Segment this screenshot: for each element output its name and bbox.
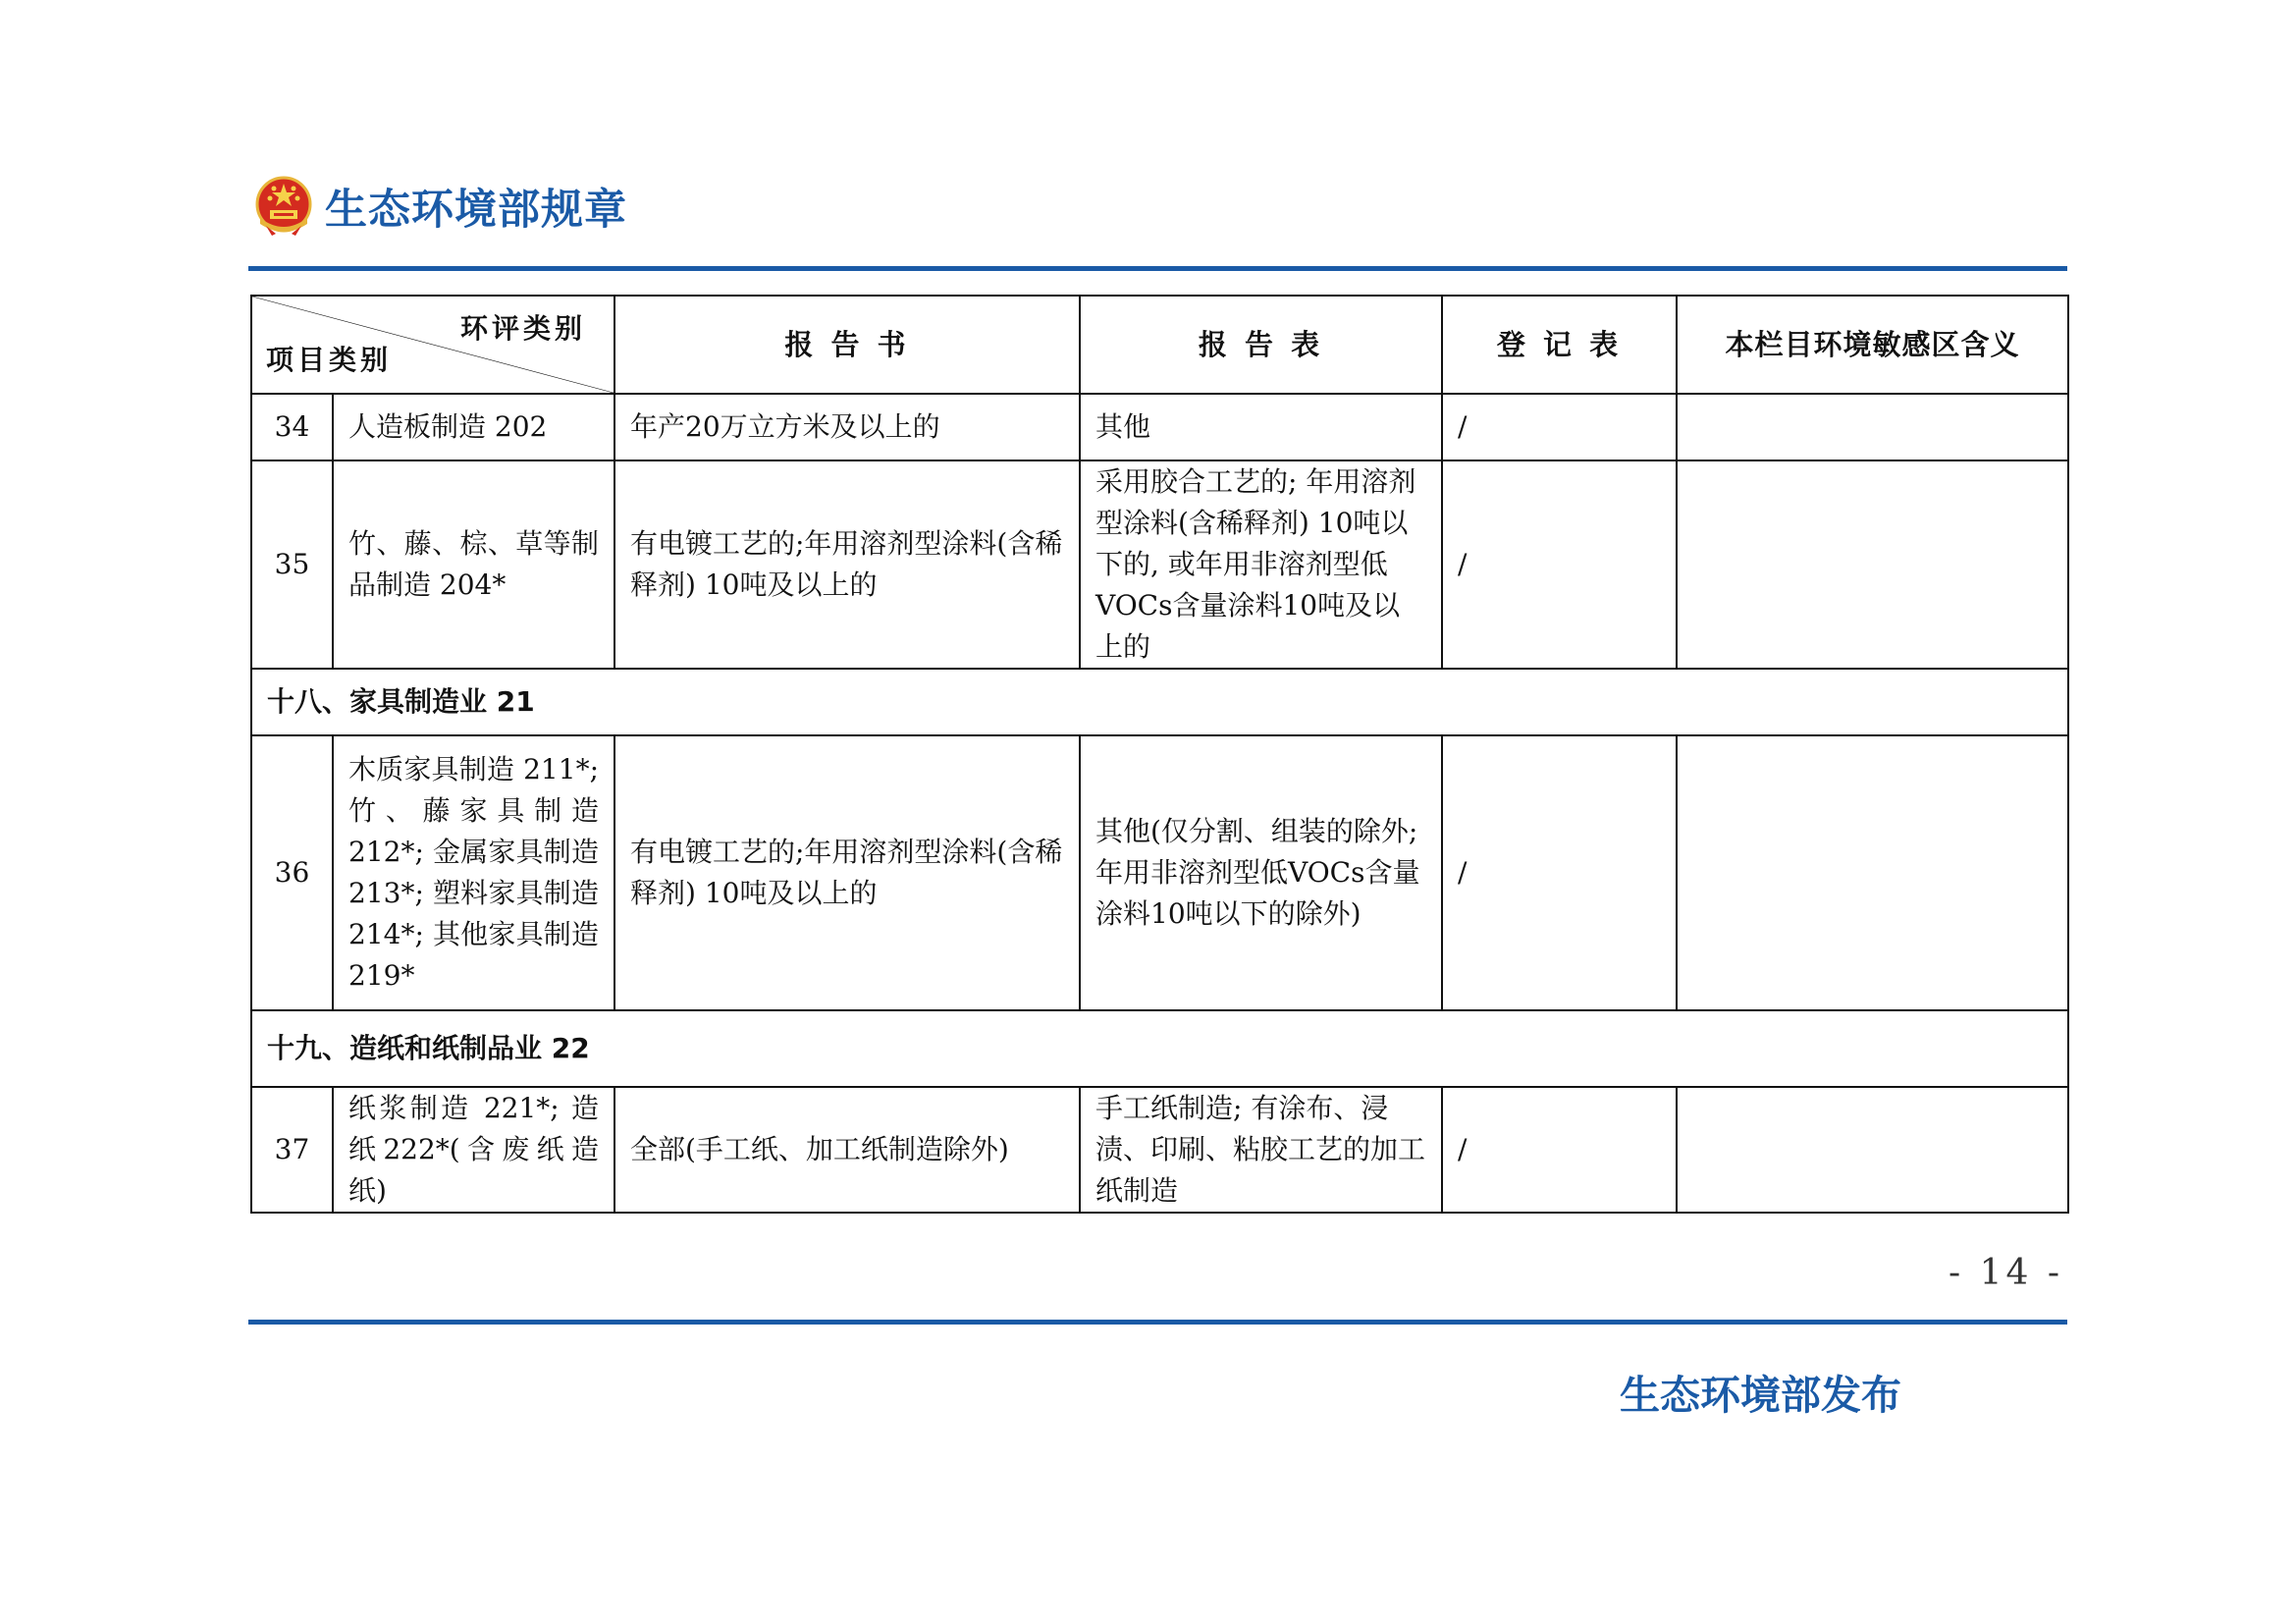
report-form-cell: 其他(仅分割、组装的除外; 年用非溶剂型低VOCs含量涂料10吨以下的除外) [1080, 735, 1442, 1010]
project-name: 木质家具制造 211*; 竹、藤家具制造 212*; 金属家具制造 213*; 塑料家具制造 214*; 其他家具制造 219* [333, 735, 614, 1010]
project-name: 人造板制造 202 [333, 394, 614, 460]
report-book-cell: 年产20万立方米及以上的 [614, 394, 1080, 460]
diagonal-header-cell [251, 296, 614, 394]
report-form-cell: 手工纸制造; 有涂布、浸渍、印刷、粘胶工艺的加工纸制造 [1080, 1087, 1442, 1213]
project-name: 竹、藤、棕、草等制品制造 204* [333, 460, 614, 669]
header-report-book: 报 告 书 [614, 296, 1080, 394]
sensitive-area-cell [1677, 735, 2068, 1010]
section-title-paper: 十九、造纸和纸制品业 22 [251, 1010, 2068, 1087]
row-number: 37 [251, 1087, 333, 1213]
report-form-cell: 其他 [1080, 394, 1442, 460]
national-emblem-icon [252, 175, 315, 238]
sensitive-area-cell [1677, 394, 2068, 460]
diag-header-project-category: 项目类别 [266, 344, 393, 376]
row-number: 36 [251, 735, 333, 1010]
sensitive-area-cell [1677, 460, 2068, 669]
register-cell: / [1442, 735, 1677, 1010]
section-title-furniture: 十八、家具制造业 21 [251, 669, 2068, 735]
header-sensitive-area: 本栏目环境敏感区含义 [1677, 296, 2068, 394]
table-row [251, 394, 2068, 460]
report-book-cell: 有电镀工艺的;年用溶剂型涂料(含稀释剂) 10吨及以上的 [614, 460, 1080, 669]
footer-publisher: 生态环境部发布 [1620, 1372, 1901, 1419]
table-row [251, 460, 2068, 669]
header-register-form: 登 记 表 [1442, 296, 1677, 394]
section-row [251, 669, 2068, 735]
project-name: 纸浆制造 221*; 造纸222*(含废纸造纸) [333, 1087, 614, 1213]
row-number: 34 [251, 394, 333, 460]
report-book-cell: 有电镀工艺的;年用溶剂型涂料(含稀释剂) 10吨及以上的 [614, 735, 1080, 1010]
diag-header-eia-category: 环评类别 [459, 312, 586, 345]
register-cell: / [1442, 460, 1677, 669]
eia-classification-table [250, 295, 2069, 1214]
header-rule [248, 266, 2067, 271]
report-form-cell: 采用胶合工艺的; 年用溶剂型涂料(含稀释剂) 10吨以下的, 或年用非溶剂型低VOCs含量涂料10吨及以上的 [1080, 460, 1442, 669]
header-report-form: 报 告 表 [1080, 296, 1442, 394]
page-number: - 14 - [1949, 1253, 2064, 1293]
table-header-row [251, 296, 2068, 394]
row-number: 35 [251, 460, 333, 669]
table-row [251, 1087, 2068, 1213]
register-cell: / [1442, 394, 1677, 460]
register-cell: / [1442, 1087, 1677, 1213]
footer-rule [248, 1320, 2067, 1325]
header-title: 生态环境部规章 [325, 185, 627, 235]
page-header [252, 175, 627, 238]
sensitive-area-cell [1677, 1087, 2068, 1213]
table-row [251, 735, 2068, 1010]
report-book-cell: 全部(手工纸、加工纸制造除外) [614, 1087, 1080, 1213]
section-row [251, 1010, 2068, 1087]
